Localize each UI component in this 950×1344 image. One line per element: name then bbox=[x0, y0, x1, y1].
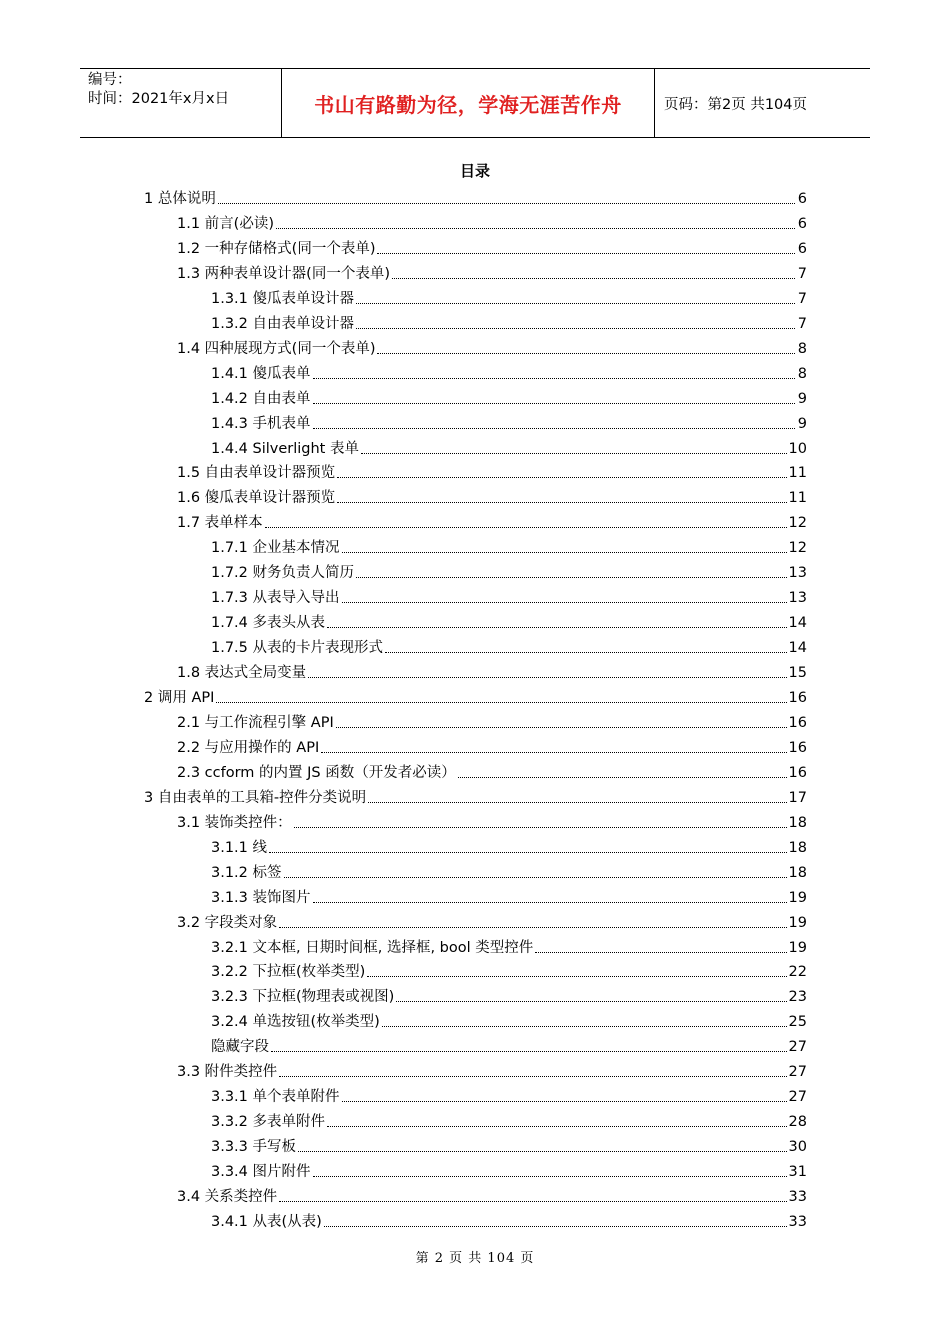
toc-entry-page: 14 bbox=[788, 640, 807, 657]
toc-entry-page: 6 bbox=[797, 215, 807, 232]
toc-entry-page: 27 bbox=[788, 1089, 807, 1106]
toc-entry-title: 3.2.2 下拉框(枚举类型) bbox=[211, 964, 366, 981]
toc-entry-page: 11 bbox=[788, 465, 807, 482]
toc-entry-title: 2 调用 API bbox=[144, 690, 215, 706]
toc-entry-title: 3.2.3 下拉框(物理表或视图) bbox=[211, 989, 395, 1006]
toc-entry-page: 18 bbox=[788, 839, 807, 856]
toc-entry[interactable] bbox=[211, 858, 807, 882]
document-number-label: 编号： bbox=[88, 72, 132, 88]
toc-entry-title: 隐藏字段 bbox=[211, 1039, 269, 1056]
toc-dot-leader bbox=[265, 527, 787, 528]
toc-entry[interactable] bbox=[177, 658, 807, 682]
toc-dot-leader bbox=[342, 552, 787, 553]
toc-entry[interactable] bbox=[211, 608, 807, 632]
toc-entry-page: 6 bbox=[797, 191, 807, 207]
toc-entry-page: 14 bbox=[788, 615, 807, 632]
toc-entry-page: 23 bbox=[788, 989, 807, 1006]
document-date: 时间：2021年x月x日 bbox=[88, 91, 230, 107]
toc-entry-title: 3 自由表单的工具箱-控件分类说明 bbox=[144, 789, 367, 806]
toc-dot-leader bbox=[337, 502, 786, 503]
toc-entry-page: 28 bbox=[788, 1114, 807, 1131]
toc-entry-page: 7 bbox=[797, 290, 807, 307]
toc-entry-page: 27 bbox=[788, 1064, 807, 1081]
toc-entry-page: 17 bbox=[788, 789, 807, 806]
toc-dot-leader bbox=[535, 952, 786, 953]
toc-entry[interactable] bbox=[211, 409, 807, 433]
toc-dot-leader bbox=[298, 1151, 787, 1152]
toc-entry-page: 16 bbox=[788, 764, 807, 781]
toc-dot-leader bbox=[367, 976, 786, 977]
toc-entry-title: 3.2.4 单选按钮(枚举类型) bbox=[211, 1014, 380, 1031]
toc-entry-page: 22 bbox=[788, 964, 807, 981]
toc-entry-title: 1.5 自由表单设计器预览 bbox=[177, 465, 336, 482]
toc-dot-leader bbox=[336, 727, 787, 728]
toc-entry-title: 3.3.3 手写板 bbox=[211, 1139, 297, 1156]
toc-dot-leader bbox=[276, 228, 795, 229]
toc-entry[interactable] bbox=[211, 284, 807, 308]
toc-entry-page: 16 bbox=[788, 714, 807, 731]
toc-entry-page: 10 bbox=[788, 440, 807, 457]
toc-entry-title: 3.3.1 单个表单附件 bbox=[211, 1089, 340, 1106]
toc-entry-title: 2.3 ccform 的内置 JS 函数（开发者必读） bbox=[177, 764, 456, 781]
toc-entry[interactable] bbox=[211, 633, 807, 657]
toc-entry-title: 1.4.3 手机表单 bbox=[211, 415, 311, 432]
toc-entry-title: 1.2 一种存储格式(同一个表单) bbox=[177, 240, 376, 257]
toc-dot-leader bbox=[313, 378, 795, 379]
toc-entry-title: 1.1 前言(必读) bbox=[177, 215, 274, 232]
toc-entry[interactable] bbox=[211, 1007, 807, 1031]
toc-entry[interactable] bbox=[211, 309, 807, 333]
toc-dot-leader bbox=[324, 1226, 787, 1227]
header-meta bbox=[80, 69, 282, 137]
toc-entry-page: 12 bbox=[788, 540, 807, 557]
toc-entry[interactable] bbox=[211, 434, 807, 458]
toc-entry[interactable] bbox=[177, 733, 807, 757]
toc-dot-leader bbox=[458, 777, 787, 778]
toc-entry-page: 6 bbox=[797, 240, 807, 257]
toc-dot-leader bbox=[218, 203, 795, 204]
toc-entry-title: 1.7.1 企业基本情况 bbox=[211, 540, 340, 557]
toc-entry[interactable] bbox=[177, 1057, 807, 1081]
toc-entry-title: 3.3.2 多表单附件 bbox=[211, 1114, 326, 1131]
toc-entry-title: 1.7.4 多表头从表 bbox=[211, 615, 326, 632]
toc-entry-page: 13 bbox=[788, 565, 807, 582]
toc-dot-leader bbox=[361, 453, 787, 454]
header-page-number: 页码：第2页 共104页 bbox=[664, 96, 808, 113]
toc-entry-title: 3.2 字段类对象 bbox=[177, 914, 278, 931]
toc-entry[interactable] bbox=[211, 957, 807, 981]
toc-dot-leader bbox=[368, 802, 786, 803]
header-page-cell bbox=[655, 69, 870, 137]
toc-entry-page: 16 bbox=[788, 739, 807, 756]
toc-dot-leader bbox=[313, 1176, 787, 1177]
toc-entry-page: 19 bbox=[788, 914, 807, 931]
toc-entry[interactable] bbox=[211, 933, 807, 957]
toc-entry-title: 1.4.4 Silverlight 表单 bbox=[211, 440, 359, 457]
toc-entry-page: 8 bbox=[797, 365, 807, 382]
toc-entry-title: 3.4.1 从表(从表) bbox=[211, 1213, 322, 1230]
toc-entry[interactable] bbox=[177, 708, 807, 732]
toc-entry[interactable] bbox=[177, 1182, 807, 1206]
toc-dot-leader bbox=[385, 652, 787, 653]
toc-entry[interactable] bbox=[211, 982, 807, 1006]
toc-dot-leader bbox=[382, 1026, 787, 1027]
toc-entry-page: 15 bbox=[788, 665, 807, 682]
toc-entry-page: 7 bbox=[797, 315, 807, 332]
toc-dot-leader bbox=[337, 477, 786, 478]
toc-dot-leader bbox=[279, 927, 786, 928]
toc-entry-title: 1.7.5 从表的卡片表现形式 bbox=[211, 640, 384, 657]
toc-dot-leader bbox=[377, 253, 795, 254]
toc-entry-title: 3.1.1 线 bbox=[211, 839, 268, 856]
toc-entry[interactable] bbox=[177, 209, 807, 233]
toc-entry-page: 13 bbox=[788, 590, 807, 607]
toc-dot-leader bbox=[308, 677, 786, 678]
toc-entry-title: 1.3.2 自由表单设计器 bbox=[211, 315, 355, 332]
toc-entry-title: 1.4.2 自由表单 bbox=[211, 390, 311, 407]
toc-entry-page: 18 bbox=[788, 864, 807, 881]
toc-entry[interactable] bbox=[211, 883, 807, 907]
toc-entry-title: 1.4.1 傻瓜表单 bbox=[211, 365, 311, 382]
toc-entry-page: 25 bbox=[788, 1014, 807, 1031]
toc-entry[interactable] bbox=[177, 508, 807, 532]
toc-entry[interactable] bbox=[177, 908, 807, 932]
toc-entry[interactable] bbox=[211, 1082, 807, 1106]
toc-dot-leader bbox=[356, 303, 795, 304]
toc-entry[interactable] bbox=[211, 1032, 807, 1056]
toc-entry[interactable] bbox=[211, 1157, 807, 1181]
toc-dot-leader bbox=[269, 852, 787, 853]
toc-entry[interactable] bbox=[211, 583, 807, 607]
toc-entry[interactable] bbox=[177, 808, 807, 832]
toc-entry-title: 2.1 与工作流程引擎 API bbox=[177, 714, 334, 731]
toc-entry-title: 3.1 装饰类控件： bbox=[177, 814, 292, 831]
toc-dot-leader bbox=[313, 902, 787, 903]
toc-entry-title: 1 总体说明 bbox=[144, 191, 216, 207]
toc-entry-title: 3.4 关系类控件 bbox=[177, 1189, 278, 1205]
toc-entry-page: 31 bbox=[788, 1164, 807, 1181]
toc-entry[interactable] bbox=[144, 683, 807, 707]
header-motto: 书山有路勤为径，学海无涯苦作舟 bbox=[314, 92, 622, 117]
toc-entry[interactable] bbox=[144, 184, 807, 208]
toc-entry-title: 1.8 表达式全局变量 bbox=[177, 665, 307, 682]
toc-entry-title: 1.3.1 傻瓜表单设计器 bbox=[211, 290, 355, 307]
toc-entry-title: 1.7.2 财务负责人简历 bbox=[211, 565, 355, 582]
toc-entry[interactable] bbox=[211, 384, 807, 408]
toc-entry[interactable] bbox=[177, 483, 807, 507]
toc-entry[interactable] bbox=[177, 458, 807, 482]
toc-entry-page: 19 bbox=[788, 889, 807, 906]
toc-dot-leader bbox=[271, 1051, 787, 1052]
toc-entry-page: 27 bbox=[788, 1039, 807, 1056]
toc-entry[interactable] bbox=[211, 833, 807, 857]
toc-entry-page: 9 bbox=[797, 390, 807, 407]
toc-entry-title: 1.7 表单样本 bbox=[177, 515, 263, 532]
toc-entry-title: 3.1.2 标签 bbox=[211, 864, 282, 881]
toc-dot-leader bbox=[313, 428, 795, 429]
toc-entry[interactable] bbox=[211, 359, 807, 383]
page-footer: 第 2 页 共 104 页 bbox=[415, 1251, 535, 1266]
toc-dot-leader bbox=[392, 278, 795, 279]
toc-entry[interactable] bbox=[211, 1132, 807, 1156]
toc-dot-leader bbox=[327, 627, 787, 628]
toc-entry-title: 3.3.4 图片附件 bbox=[211, 1164, 311, 1181]
toc-entry[interactable] bbox=[211, 533, 807, 557]
toc-entry-title: 1.7.3 从表导入导出 bbox=[211, 590, 340, 607]
toc-dot-leader bbox=[327, 1126, 787, 1127]
toc-dot-leader bbox=[279, 1076, 786, 1077]
toc-entry-page: 8 bbox=[797, 340, 807, 357]
toc-dot-leader bbox=[284, 877, 787, 878]
toc-dot-leader bbox=[279, 1201, 786, 1202]
page-header bbox=[80, 68, 870, 138]
toc-entry-title: 1.6 傻瓜表单设计器预览 bbox=[177, 490, 336, 507]
toc-entry-page: 11 bbox=[788, 490, 807, 507]
toc-dot-leader bbox=[342, 602, 787, 603]
toc-entry[interactable] bbox=[211, 558, 807, 582]
toc-entry[interactable] bbox=[177, 234, 807, 258]
toc-entry[interactable] bbox=[211, 1207, 807, 1231]
toc-dot-leader bbox=[216, 702, 786, 703]
header-motto-cell bbox=[282, 69, 655, 137]
toc-entry-page: 18 bbox=[788, 814, 807, 831]
toc-entry-page: 9 bbox=[797, 415, 807, 432]
toc-entry-title: 1.3 两种表单设计器(同一个表单) bbox=[177, 265, 390, 282]
toc-dot-leader bbox=[356, 577, 787, 578]
toc-dot-leader bbox=[377, 353, 795, 354]
toc-dot-leader bbox=[321, 752, 786, 753]
toc-dot-leader bbox=[294, 827, 787, 828]
toc-entry-title: 2.2 与应用操作的 API bbox=[177, 739, 320, 756]
toc-entry[interactable] bbox=[144, 783, 807, 807]
toc-title: 目录 bbox=[459, 162, 490, 180]
toc-dot-leader bbox=[313, 403, 795, 404]
toc-entry-page: 12 bbox=[788, 515, 807, 532]
toc-dot-leader bbox=[342, 1101, 787, 1102]
toc-dot-leader bbox=[396, 1001, 786, 1002]
toc-entry-page: 33 bbox=[788, 1189, 807, 1205]
toc-entry[interactable] bbox=[211, 1107, 807, 1131]
toc-entry-title: 3.1.3 装饰图片 bbox=[211, 889, 311, 906]
toc-entry-page: 7 bbox=[797, 265, 807, 282]
toc-entry-page: 19 bbox=[788, 939, 807, 956]
toc-entry-title: 1.4 四种展现方式(同一个表单) bbox=[177, 340, 376, 357]
toc-entry-page: 16 bbox=[788, 690, 807, 706]
toc-entry-title: 3.3 附件类控件 bbox=[177, 1064, 278, 1081]
toc-dot-leader bbox=[356, 328, 795, 329]
toc-entry[interactable] bbox=[177, 259, 807, 283]
toc-entry[interactable] bbox=[177, 334, 807, 358]
toc-entry-page: 33 bbox=[788, 1213, 807, 1230]
toc-entry[interactable] bbox=[177, 758, 807, 782]
toc-entry-title: 3.2.1 文本框, 日期时间框, 选择框, bool 类型控件 bbox=[211, 939, 534, 956]
toc-entry-page: 30 bbox=[788, 1139, 807, 1156]
